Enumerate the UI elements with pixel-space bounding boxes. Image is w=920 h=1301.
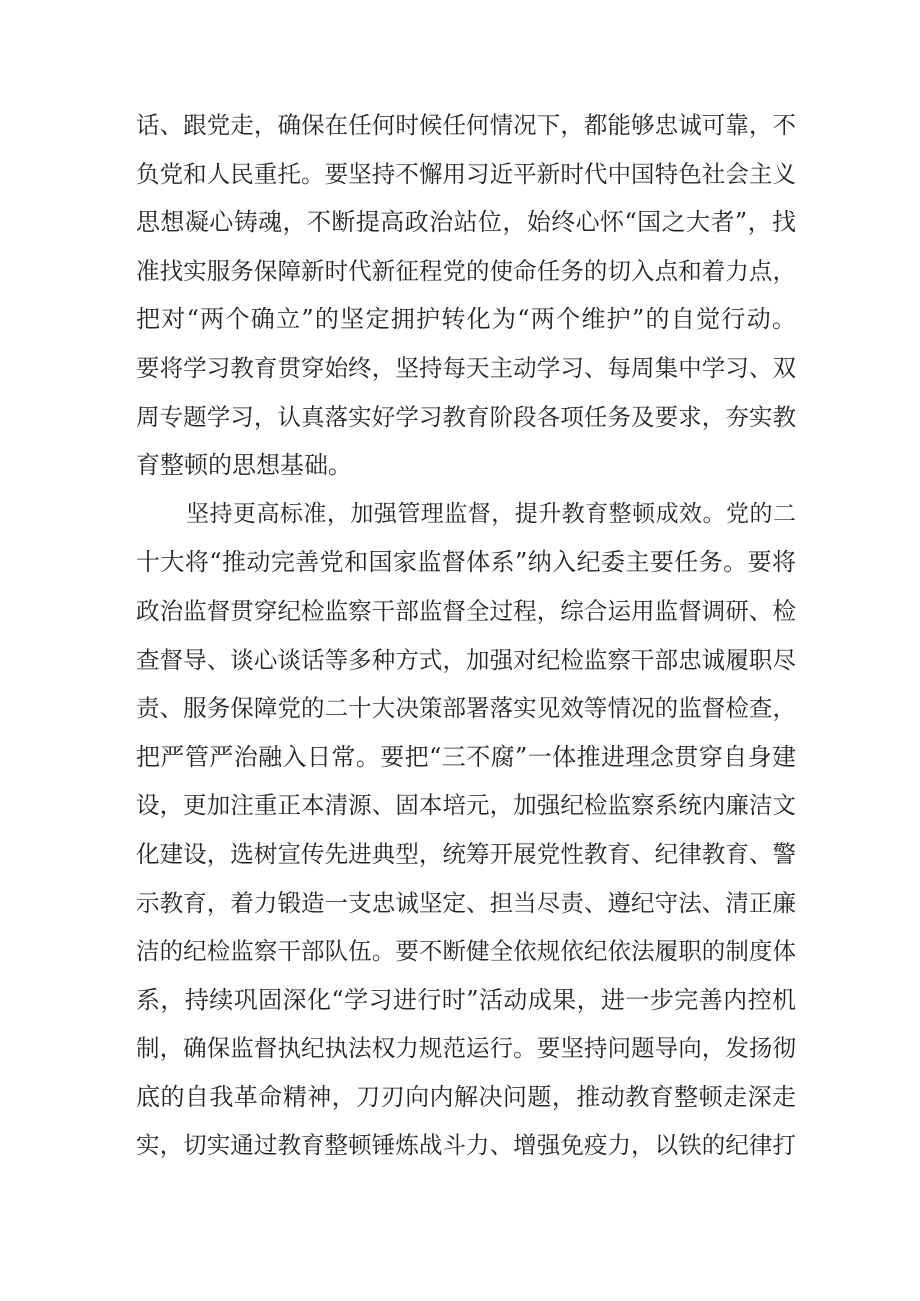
- text-line: 责、服务保障党的二十大决策部署落实见效等情况的监督检查，: [136, 694, 796, 723]
- text-line: 政治监督贯穿纪检监察干部监督全过程，综合运用监督调研、检: [136, 596, 796, 625]
- text-line: 底的自我革命精神，刀刃向内解决问题，推动教育整顿走深走: [136, 1082, 796, 1111]
- text-line: 洁的纪检监察干部队伍。要不断健全依规依纪依法履职的制度体: [136, 937, 796, 966]
- text-line: 准找实服务保障新时代新征程党的使命任务的切入点和着力点，: [136, 256, 796, 285]
- text-line: 要将学习教育贯穿始终，坚持每天主动学习、每周集中学习、双: [136, 353, 796, 382]
- text-line: 周专题学习，认真落实好学习教育阶段各项任务及要求，夯实教: [136, 402, 796, 431]
- text-line: 把严管严治融入日常。要把“三不腐”一体推进理念贯穿自身建: [136, 742, 796, 771]
- text-line: 示教育，着力锻造一支忠诚坚定、担当尽责、遵纪守法、清正廉: [136, 888, 796, 917]
- text-line: 设，更加注重正本清源、固本培元，加强纪检监察系统内廉洁文: [136, 791, 796, 820]
- text-line: 系，持续巩固深化“学习进行时”活动成果，进一步完善内控机: [136, 985, 796, 1014]
- text-line: 育整顿的思想基础。: [136, 451, 352, 480]
- text-line: 话、跟党走，确保在任何时候任何情况下，都能够忠诚可靠，不: [136, 111, 796, 139]
- body-text: [136, 101, 796, 1170]
- text-line: 十大将“推动完善党和国家监督体系”纳入纪委主要任务。要将: [136, 548, 796, 577]
- text-line: 实，切实通过教育整顿锤炼战斗力、增强免疫力，以铁的纪律打: [136, 1131, 796, 1160]
- text-line: 化建设，选树宣传先进典型，统筹开展党性教育、纪律教育、警: [136, 839, 796, 868]
- text-line: 思想凝心铸魂，不断提高政治站位，始终心怀“国之大者”，找: [136, 208, 796, 237]
- text-line: 把对“两个确立”的坚定拥护转化为“两个维护”的自觉行动。: [136, 305, 796, 334]
- text-line: 负党和人民重托。要坚持不懈用习近平新时代中国特色社会主义: [136, 159, 796, 188]
- text-line: 坚持更高标准，加强管理监督，提升教育整顿成效。党的二: [186, 500, 796, 527]
- text-line: 制，确保监督执纪执法权力规范运行。要坚持问题导向，发扬彻: [136, 1034, 796, 1063]
- text-line: 查督导、谈心谈话等多种方式，加强对纪检监察干部忠诚履职尽: [136, 645, 796, 674]
